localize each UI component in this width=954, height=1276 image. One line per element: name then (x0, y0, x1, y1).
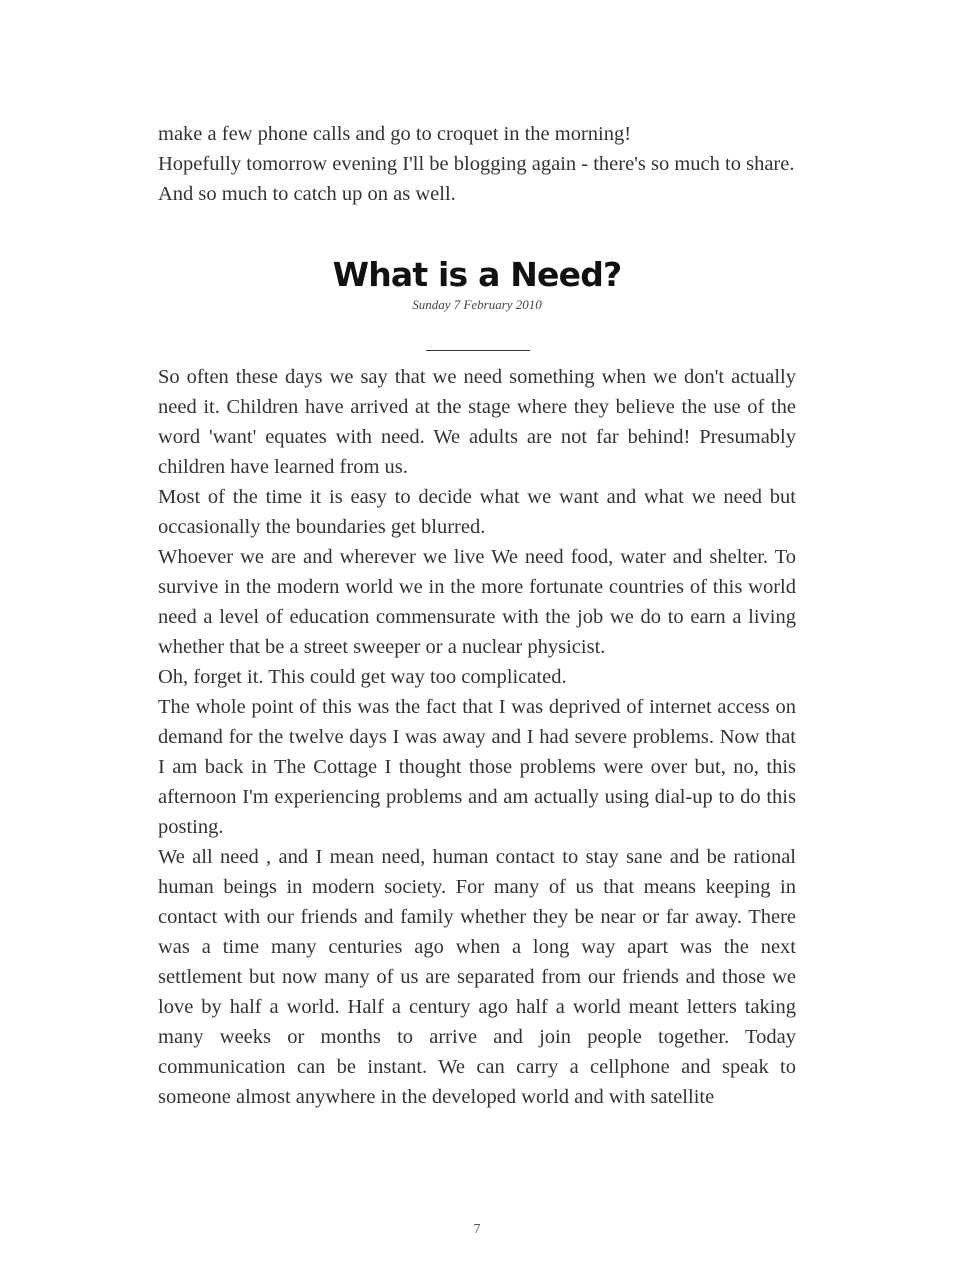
body-paragraph: Oh, forget it. This could get way too complicated. (158, 666, 567, 688)
page-number: 7 (473, 1222, 481, 1237)
previous-post-line: Hopefully tomorrow evening I'll be blogging again - there's so much to share. And so much to catch up on as well. (158, 153, 795, 205)
body-paragraph: The whole point of this was the fact that I was deprived of internet access on demand for the twelve days I was away and I had severe problems. Now that I am back in The Cottage I thought those problems were over but, no, this afternoon I'm experiencing problems and am actually using dial-up to do this posting. (158, 696, 796, 838)
title-separator (426, 350, 530, 351)
post-title: What is a Need? (332, 255, 622, 294)
previous-post-line: make a few phone calls and go to croquet in the morning! (158, 123, 632, 145)
post-body (158, 362, 796, 1112)
previous-post-text (158, 119, 796, 209)
body-paragraph: Whoever we are and wherever we live We need food, water and shelter. To survive in the modern world we in the more fortunate countries of this world need a level of education commensurate with the job we do to earn a living whether that be a street sweeper or a nuclear physicist. (158, 546, 796, 658)
body-paragraph: We all need , and I mean need, human contact to stay sane and be rational human beings in modern society. For many of us that means keeping in contact with our friends and family whether they be near or far away. There was a time many centuries ago when a long way apart was the next settlement but now many of us are separated from our friends and those we love by half a world. Half a century ago half a world meant letters taking many weeks or months to arrive and join people together. Today communication can be instant. We can carry a cellphone and speak to someone almost anywhere in the developed world and with satellite (158, 846, 796, 1108)
post-date: Sunday 7 February 2010 (412, 297, 542, 312)
body-paragraph: So often these days we say that we need something when we don't actually need it. Children have arrived at the stage where they believe the use of the word 'want' equates with need. We adults are not far behind! Presumably children have learned from us. (158, 366, 796, 478)
body-paragraph: Most of the time it is easy to decide what we want and what we need but occasionally the boundaries get blurred. (158, 486, 796, 538)
